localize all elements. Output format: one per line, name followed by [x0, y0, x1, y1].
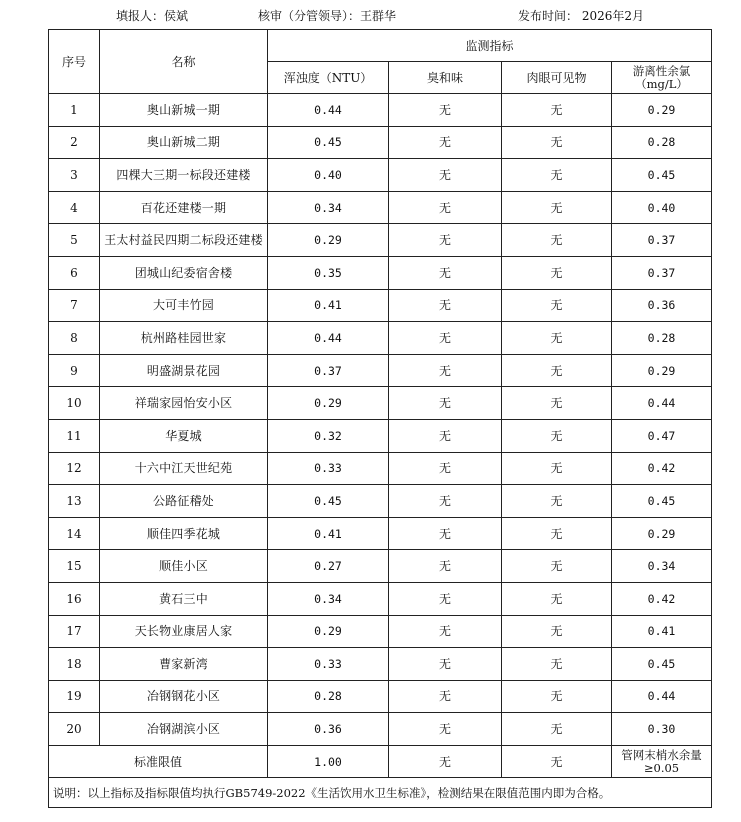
reviewer-label: 核审（分管领导）：王群华 [258, 9, 397, 23]
cell-name: 冶钢钢花小区 [100, 680, 268, 713]
cell-visible: 无 [502, 615, 612, 648]
table-row [49, 322, 712, 355]
cell-index: 6 [49, 256, 100, 289]
cell-chlorine: 0.29 [612, 354, 712, 387]
table-row [49, 387, 712, 420]
cell-visible: 无 [502, 582, 612, 615]
cell-name: 公路征稽处 [100, 485, 268, 518]
cell-index: 20 [49, 713, 100, 746]
cell-odor: 无 [389, 550, 502, 583]
col-header-visible: 肉眼可见物 [502, 62, 612, 94]
cell-index: 8 [49, 322, 100, 355]
cell-name: 四棵大三期一标段还建楼 [100, 159, 268, 192]
cell-odor: 无 [389, 615, 502, 648]
cell-index: 18 [49, 648, 100, 681]
cell-name: 顺佳四季花城 [100, 517, 268, 550]
table-row [49, 256, 712, 289]
cell-turbidity: 0.41 [268, 289, 389, 322]
table-row [49, 582, 712, 615]
cell-visible: 无 [502, 256, 612, 289]
cell-odor: 无 [389, 648, 502, 681]
cell-index: 4 [49, 191, 100, 224]
cell-name: 祥瑞家园怡安小区 [100, 387, 268, 420]
cell-visible: 无 [502, 322, 612, 355]
cell-chlorine: 0.29 [612, 94, 712, 127]
cell-index: 3 [49, 159, 100, 192]
cell-visible: 无 [502, 289, 612, 322]
cell-chlorine: 0.37 [612, 224, 712, 257]
cell-visible: 无 [502, 126, 612, 159]
cell-index: 1 [49, 94, 100, 127]
cell-odor: 无 [389, 256, 502, 289]
cell-index: 7 [49, 289, 100, 322]
cell-chlorine: 0.34 [612, 550, 712, 583]
cell-name: 大可丰竹园 [100, 289, 268, 322]
cell-odor: 无 [389, 713, 502, 746]
table-row [49, 126, 712, 159]
cell-name: 冶钢湖滨小区 [100, 713, 268, 746]
cell-turbidity: 0.37 [268, 354, 389, 387]
cell-visible: 无 [502, 485, 612, 518]
cell-turbidity: 0.33 [268, 452, 389, 485]
cell-name: 华夏城 [100, 419, 268, 452]
cell-visible: 无 [502, 452, 612, 485]
cell-odor: 无 [389, 126, 502, 159]
cell-chlorine: 0.42 [612, 582, 712, 615]
cell-turbidity: 0.34 [268, 582, 389, 615]
cell-turbidity: 0.33 [268, 648, 389, 681]
cell-name: 十六中江天世纪苑 [100, 452, 268, 485]
col-header-chlorine: 游离性余氯（mg/L） [612, 62, 712, 94]
cell-odor: 无 [389, 582, 502, 615]
table-row [49, 648, 712, 681]
cell-chlorine: 0.45 [612, 485, 712, 518]
cell-turbidity: 0.35 [268, 256, 389, 289]
cell-chlorine: 0.41 [612, 615, 712, 648]
cell-index: 17 [49, 615, 100, 648]
cell-name: 杭州路桂园世家 [100, 322, 268, 355]
note-text: 说明：以上指标及指标限值均执行GB5749-2022《生活饮用水卫生标准》，检测结果在限值范围内即为合格。 [49, 778, 712, 808]
limit-visible: 无 [502, 745, 612, 778]
cell-name: 顺佳小区 [100, 550, 268, 583]
table-row [49, 354, 712, 387]
cell-turbidity: 0.45 [268, 126, 389, 159]
cell-odor: 无 [389, 485, 502, 518]
cell-chlorine: 0.40 [612, 191, 712, 224]
cell-turbidity: 0.36 [268, 713, 389, 746]
cell-visible: 无 [502, 713, 612, 746]
cell-visible: 无 [502, 550, 612, 583]
cell-visible: 无 [502, 517, 612, 550]
table-row [49, 680, 712, 713]
cell-name: 王太村益民四期二标段还建楼 [100, 224, 268, 257]
cell-index: 14 [49, 517, 100, 550]
cell-name: 百花还建楼一期 [100, 191, 268, 224]
cell-index: 13 [49, 485, 100, 518]
table-row [49, 615, 712, 648]
col-header-turbidity: 浑浊度（NTU） [268, 62, 389, 94]
table-row [49, 224, 712, 257]
limits-row [49, 745, 712, 778]
cell-chlorine: 0.36 [612, 289, 712, 322]
limit-odor: 无 [389, 745, 502, 778]
cell-chlorine: 0.29 [612, 517, 712, 550]
cell-chlorine: 0.30 [612, 713, 712, 746]
limits-label: 标准限值 [49, 745, 268, 778]
cell-index: 19 [49, 680, 100, 713]
cell-odor: 无 [389, 289, 502, 322]
table-row [49, 550, 712, 583]
cell-chlorine: 0.44 [612, 680, 712, 713]
cell-name: 奥山新城一期 [100, 94, 268, 127]
cell-turbidity: 0.44 [268, 322, 389, 355]
cell-turbidity: 0.29 [268, 224, 389, 257]
cell-visible: 无 [502, 387, 612, 420]
cell-chlorine: 0.28 [612, 322, 712, 355]
header-row-1 [49, 30, 712, 62]
limit-chlorine: 管网末梢水余量≥0.05 [612, 745, 712, 778]
cell-name: 天长物业康居人家 [100, 615, 268, 648]
cell-turbidity: 0.29 [268, 615, 389, 648]
cell-chlorine: 0.47 [612, 419, 712, 452]
cell-odor: 无 [389, 419, 502, 452]
cell-chlorine: 0.37 [612, 256, 712, 289]
col-header-group: 监测指标 [268, 30, 712, 62]
cell-index: 16 [49, 582, 100, 615]
cell-chlorine: 0.42 [612, 452, 712, 485]
cell-turbidity: 0.40 [268, 159, 389, 192]
cell-turbidity: 0.29 [268, 387, 389, 420]
cell-turbidity: 0.45 [268, 485, 389, 518]
cell-odor: 无 [389, 680, 502, 713]
limit-turbidity: 1.00 [268, 745, 389, 778]
table-row [49, 289, 712, 322]
table-row [49, 485, 712, 518]
table-row [49, 94, 712, 127]
cell-visible: 无 [502, 191, 612, 224]
cell-chlorine: 0.45 [612, 648, 712, 681]
note-row [49, 778, 712, 808]
cell-chlorine: 0.45 [612, 159, 712, 192]
cell-visible: 无 [502, 648, 612, 681]
cell-turbidity: 0.44 [268, 94, 389, 127]
cell-odor: 无 [389, 94, 502, 127]
report-header [0, 0, 741, 28]
cell-index: 9 [49, 354, 100, 387]
cell-odor: 无 [389, 517, 502, 550]
col-header-index: 序号 [49, 30, 100, 94]
cell-turbidity: 0.41 [268, 517, 389, 550]
col-header-name: 名称 [100, 30, 268, 94]
cell-name: 曹家新湾 [100, 648, 268, 681]
cell-visible: 无 [502, 354, 612, 387]
cell-odor: 无 [389, 224, 502, 257]
cell-visible: 无 [502, 680, 612, 713]
cell-chlorine: 0.44 [612, 387, 712, 420]
cell-turbidity: 0.34 [268, 191, 389, 224]
cell-odor: 无 [389, 452, 502, 485]
table-row [49, 452, 712, 485]
table-row [49, 419, 712, 452]
table-row [49, 713, 712, 746]
cell-chlorine: 0.28 [612, 126, 712, 159]
water-quality-table [48, 29, 712, 808]
cell-name: 奥山新城二期 [100, 126, 268, 159]
table-row [49, 159, 712, 192]
cell-odor: 无 [389, 322, 502, 355]
cell-turbidity: 0.28 [268, 680, 389, 713]
cell-name: 明盛湖景花园 [100, 354, 268, 387]
cell-odor: 无 [389, 159, 502, 192]
cell-index: 11 [49, 419, 100, 452]
cell-name: 团城山纪委宿舍楼 [100, 256, 268, 289]
cell-index: 2 [49, 126, 100, 159]
cell-turbidity: 0.32 [268, 419, 389, 452]
cell-index: 5 [49, 224, 100, 257]
cell-turbidity: 0.27 [268, 550, 389, 583]
col-header-odor: 臭和味 [389, 62, 502, 94]
cell-name: 黄石三中 [100, 582, 268, 615]
cell-index: 15 [49, 550, 100, 583]
cell-odor: 无 [389, 354, 502, 387]
cell-visible: 无 [502, 94, 612, 127]
cell-index: 10 [49, 387, 100, 420]
cell-odor: 无 [389, 191, 502, 224]
cell-visible: 无 [502, 419, 612, 452]
table-row [49, 191, 712, 224]
cell-odor: 无 [389, 387, 502, 420]
table-row [49, 517, 712, 550]
cell-visible: 无 [502, 159, 612, 192]
reporter-label: 填报人：侯斌 [116, 9, 189, 23]
cell-visible: 无 [502, 224, 612, 257]
publish-time-label: 发布时间： 2026年2月 [518, 9, 644, 23]
cell-index: 12 [49, 452, 100, 485]
